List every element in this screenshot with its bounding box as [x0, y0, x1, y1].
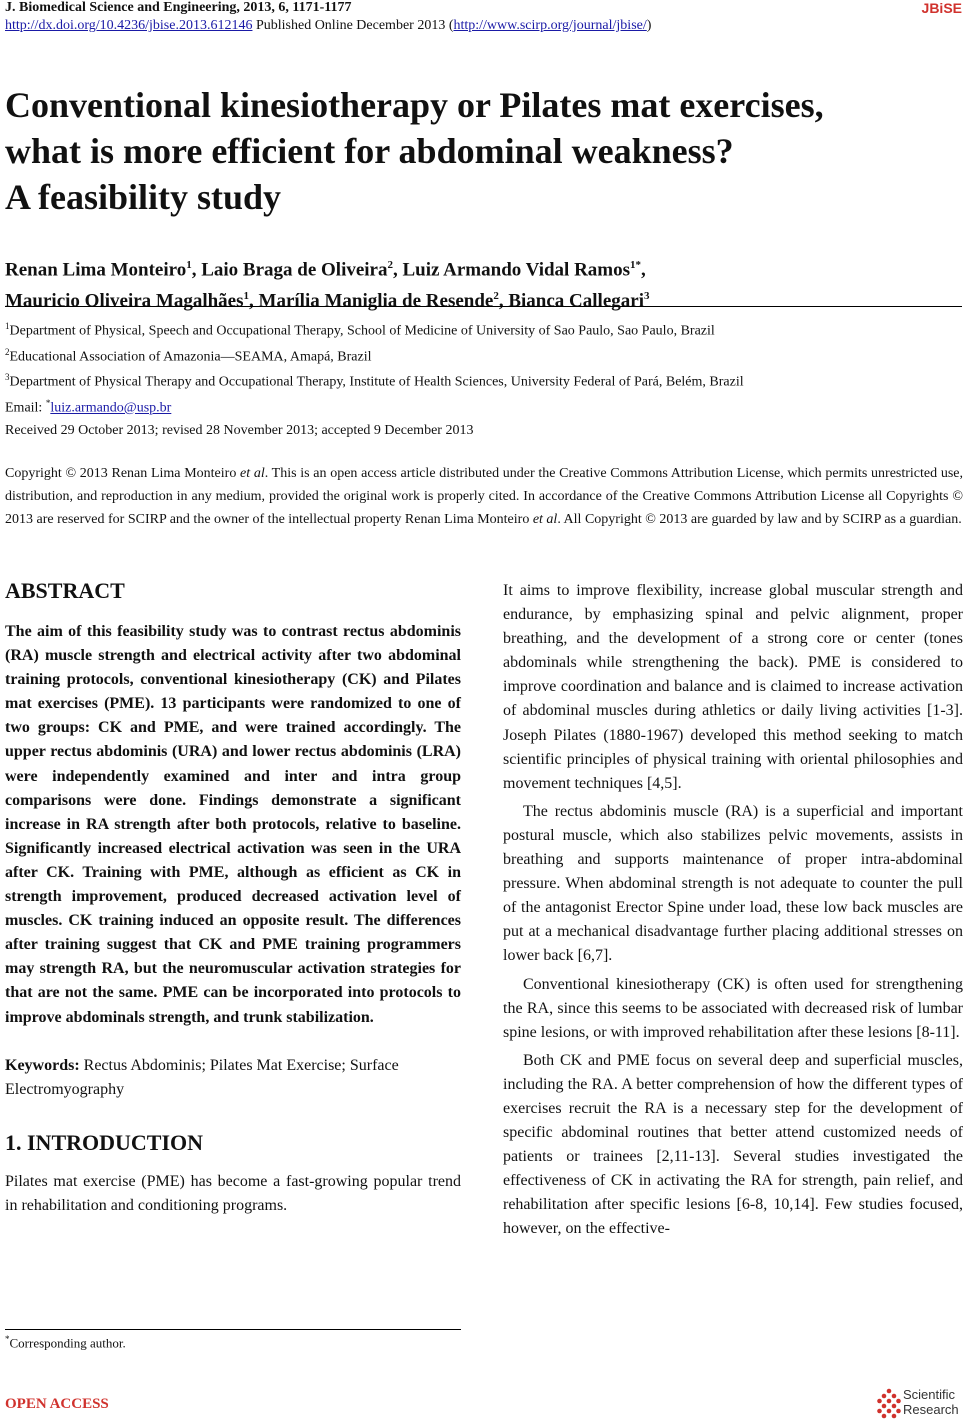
- affiliation-sup: 1: [5, 321, 10, 331]
- keywords-label: Keywords:: [5, 1056, 80, 1074]
- footnote-sup: *: [5, 1334, 10, 1344]
- publisher-logo: [876, 1387, 964, 1421]
- author-sup: 2: [493, 290, 499, 303]
- author-sup: 1: [243, 290, 250, 303]
- author-divider: [5, 306, 962, 307]
- footnote: [5, 1334, 126, 1351]
- affiliation-text: Department of Physical, Speech and Occupational Therapy, School of Medicine of University of Sao Paulo, Sao Paulo, Brazil: [9, 323, 715, 339]
- author-sup: 1*: [630, 259, 642, 271]
- doi-line: [5, 18, 962, 34]
- copyright-text: . This is an open access article distributed under the Creative Commons Attribution License, which permits unrestricted use, distribution, and reproduction in any medium, provided the original work is properly cited. In accordance of the Creative Commons Attribution License all Copyrights © 2013 are reserved for SCIRP and the owner of the intellectual property Renan Lima Monteiro: [5, 466, 963, 527]
- journal-link[interactable]: http://www.scirp.org/journal/jbise/: [453, 18, 647, 33]
- author-name: Laio Braga de Oliveira: [201, 259, 388, 281]
- scientific-research-logo-icon: [876, 1387, 902, 1421]
- introduction-heading: 1. INTRODUCTION: [5, 1129, 204, 1155]
- footnote-text: Corresponding author.: [9, 1335, 126, 1351]
- published-text: Published Online December 2013 (: [252, 18, 454, 33]
- introduction-paragraph: Pilates mat exercise (PME) has become a fast-growing popular trend in rehabilitation and conditioning programs.: [5, 1172, 461, 1214]
- abstract-heading: ABSTRACT: [5, 578, 125, 603]
- body-paragraph: The rectus abdominis muscle (RA) is a superficial and important postural muscle, which also stabilizes pelvic movements, assists in breathing and supports maintenance of proper intra-abdominal pressure. When abdominal strength is not adequate to counter the pull of the antagonist Erector Spine under load, these low back muscles are put at a mechanical disadvantage further placing additional stresses on lower back [6,7].: [503, 802, 963, 965]
- author-sup: 2: [387, 259, 393, 271]
- title-line: Conventional kinesiotherapy or Pilates mat exercises,: [5, 85, 824, 125]
- affiliation-text: Educational Association of Amazonia—SEAMA, Amapá, Brazil: [9, 349, 372, 365]
- journal-abbrev: JBiSE: [921, 0, 962, 16]
- open-access-label: OPEN ACCESS: [5, 1396, 109, 1412]
- body-paragraph: Conventional kinesiotherapy (CK) is often used for strengthening the RA, since this seems to be associated with decreased risk of lumbar spine lesions, or with improved rehabilitation after these lesions [8-11].: [503, 975, 963, 1041]
- author-sep: ,: [393, 259, 403, 281]
- left-column: [5, 576, 461, 1218]
- email-sup: *: [45, 397, 51, 408]
- keywords: [5, 1054, 461, 1102]
- journal-citation: J. Biomedical Science and Engineering, 2013, 6, 1171-1177: [5, 0, 352, 15]
- author-name: Bianca Callegari: [508, 290, 644, 312]
- affiliation-item: [5, 316, 960, 342]
- logo-line: Scientific: [903, 1387, 956, 1402]
- author-sep: ,: [641, 259, 646, 281]
- author-sup: 1: [186, 259, 192, 271]
- author-sep: ,: [498, 290, 509, 312]
- author-sep: ,: [249, 290, 259, 312]
- affiliation-item: [5, 367, 960, 393]
- author-sep: ,: [191, 259, 202, 281]
- paper-title: [5, 82, 955, 220]
- copyright-etal: et al: [532, 512, 558, 527]
- author-name: Mauricio Oliveira Magalhães: [5, 290, 244, 312]
- title-line: what is more efficient for abdominal weakness?: [5, 131, 734, 171]
- copyright-text: Copyright © 2013 Renan Lima Monteiro: [5, 466, 241, 481]
- doi-link[interactable]: http://dx.doi.org/10.4236/jbise.2013.612146: [5, 18, 253, 33]
- author-name: Marília Maniglia de Resende: [258, 290, 494, 312]
- affiliation-text: Department of Physical Therapy and Occupational Therapy, Institute of Health Sciences, University Federal of Pará, Belém, Brazil: [9, 374, 744, 390]
- received-dates: Received 29 October 2013; revised 28 November 2013; accepted 9 December 2013: [5, 423, 474, 438]
- logo-line: Research: [903, 1402, 959, 1417]
- email-link[interactable]: luiz.armando@usp.br: [50, 400, 172, 416]
- title-line: A feasibility study: [5, 177, 282, 217]
- copyright-notice: [5, 462, 963, 531]
- email-label: Email:: [5, 400, 46, 416]
- author-sup: 3: [644, 290, 650, 303]
- affiliation-item: [5, 342, 960, 368]
- logo-text: [903, 1387, 959, 1417]
- copyright-etal: et al: [240, 466, 265, 481]
- email-line: [5, 393, 960, 419]
- affiliation-sup: 3: [5, 372, 10, 383]
- running-header: [5, 0, 962, 18]
- author-name: Luiz Armando Vidal Ramos: [402, 259, 631, 281]
- abstract-text: The aim of this feasibility study was to contrast rectus abdominis (RA) muscle strength and electrical activity after two abdominal training protocols, conventional kinesiotherapy (CK) and Pilates mat exercises (PME). 13 participants were randomized to one of two groups: CK and PME, and were trained accordingly. The upper rectus abdominis (URA) and lower rectus abdominis (LRA) were independently examined and inter and intra group comparisons were done. Findings demonstrate a significant increase in RA strength after both protocols, relative to baseline. Significantly increased electrical activation was seen in the URA after CK. Training with PME, although as efficient as CK in strength improvement, produced decreased activation level of muscles. CK training induced an opposite result. The differences after training suggest that CK and PME training programmers may strength RA, but the neuromuscular activation strategies for that are not the same. PME can be incorporated into protocols to improve abdominals strength, and trunk stabilization.: [5, 623, 461, 1026]
- right-column: [503, 579, 963, 1242]
- affiliations: [5, 316, 960, 419]
- keywords-text: Rectus Abdominis; Pilates Mat Exercise; Surface Electromyography: [5, 1056, 399, 1098]
- body-paragraph: Both CK and PME focus on several deep and superficial muscles, including the RA. A better comprehension of how the different types of exercises recruit the RA is a necessary step for the development of specific abdominal routines that better attend customized needs of patients or trainees [2,11-13]. Several studies investigated the effectiveness of CK in activating the RA for strength, pain relief, and rehabilitation after specific lesions [6-8, 10,14]. Few studies focused, however, on the effective-: [503, 1051, 963, 1238]
- affiliation-sup: 2: [5, 346, 10, 357]
- footnote-divider: [5, 1329, 461, 1330]
- body-paragraph: It aims to improve flexibility, increase global muscular strength and endurance, by emphasizing spinal and pelvic alignment, proper breathing, and the development of a strong core or center (tones abdominals while strengthening the back). PME is considered to improve coordination and balance and is claimed to increase activation of abdominal muscles during athletics or daily living activities [1-3]. Joseph Pilates (1880-1967) developed this method seeking to match scientific principles of physical training with oriental philosophies and movement techniques [4,5].: [503, 582, 963, 792]
- author-name: Renan Lima Monteiro: [5, 259, 187, 281]
- published-close: ): [646, 18, 652, 33]
- copyright-text: . All Copyright © 2013 are guarded by law and by SCIRP as a guardian.: [557, 512, 962, 527]
